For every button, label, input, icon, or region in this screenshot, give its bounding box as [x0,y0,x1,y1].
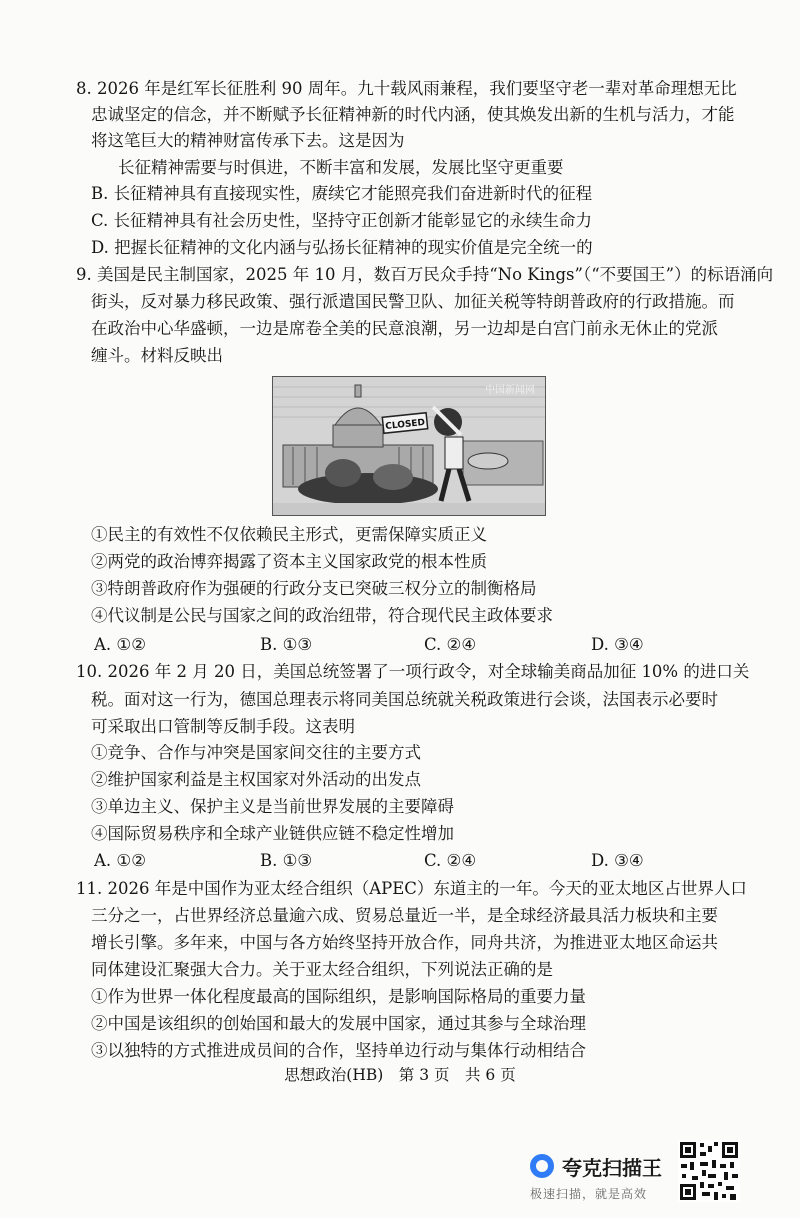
q10-choice-c: C. ②④ [424,851,477,870]
brand-slogan: 极速扫描，就是高效 [530,1187,648,1201]
q9-item-1: ①民主的有效性不仅依赖民主形式，更需保障实质正义 [91,525,487,544]
q10-stem-line-3: 可采取出口管制等反制手段。这表明 [91,717,355,736]
q9-choice-d: D. ③④ [591,635,644,654]
q11-stem-line-1: 11. 2026 年是中国作为亚太经合组织（APEC）东道主的一年。今天的亚太地区占世界人口 [76,879,747,898]
q10-item-2: ②维护国家利益是主权国家对外活动的出发点 [91,770,421,789]
q8-option-d: D. 把握长征精神的文化内涵与弘扬长征精神的现实价值是完全统一的 [91,238,593,257]
q11-stem-line-3: 增长引擎。多年来，中国与各方始终坚持开放合作，同舟共济，为推进亚太地区命运共 [91,933,718,952]
q8-stem-line-3: 将这笔巨大的精神财富传承下去。这是因为 [91,131,405,150]
q11-item-3: ③以独特的方式推进成员间的合作，坚持单边行动与集体行动相结合 [91,1041,586,1060]
q9-stem-line-2: 街头，反对暴力移民政策、强行派遣国民警卫队、加征关税等特朗普政府的行政措施。而 [91,292,735,311]
q10-choice-d: D. ③④ [591,851,644,870]
q8-option-a: 长征精神需要与时俱进，不断丰富和发展，发展比坚守更重要 [118,158,564,177]
q11-item-1: ①作为世界一体化程度最高的国际组织，是影响国际格局的重要力量 [91,987,586,1006]
qr-code-icon [678,1140,740,1202]
q9-cartoon-figure [272,376,546,516]
scanner-brand [530,1148,675,1206]
quark-logo-icon [530,1154,554,1178]
q10-choice-b: B. ①③ [260,851,313,870]
q9-item-3: ③特朗普政府作为强硬的行政分支已突破三权分立的制衡格局 [91,579,537,598]
q8-option-b: B. 长征精神具有直接现实性，赓续它才能照亮我们奋进新时代的征程 [91,184,593,203]
q9-stem-line-4: 缠斗。材料反映出 [91,346,223,365]
cartoon-illustration [273,377,545,515]
q8-stem-line-1: 8. 2026 年是红军长征胜利 90 周年。九十载风雨兼程，我们要坚守老一辈对革命理想无比 [76,79,737,98]
q10-choice-a: A. ①② [94,851,146,870]
q8-stem-line-2: 忠诚坚定的信念，并不断赋予长征精神新的时代内涵，使其焕发出新的生机与活力，才能 [91,105,735,124]
q9-stem-line-3: 在政治中心华盛顿，一边是席卷全美的民意浪潮，另一边却是白宫门前永无休止的党派 [91,319,718,338]
q10-stem-line-2: 税。面对这一行为，德国总理表示将同美国总统就关税政策进行会谈，法国表示必要时 [91,690,718,709]
page-footer: 思想政治(HB) 第 3 页 共 6 页 [284,1066,516,1084]
brand-name: 夸克扫描王 [562,1156,662,1180]
q11-stem-line-2: 三分之一，占世界经济总量逾六成、贸易总量近一半，是全球经济最具活力板块和主要 [91,906,718,925]
q10-stem-line-1: 10. 2026 年 2 月 20 日，美国总统签署了一项行政令，对全球输美商品加征 10% 的进口关 [76,662,750,681]
q8-option-c: C. 长征精神具有社会历史性，坚持守正创新才能彰显它的永续生命力 [91,211,593,230]
q10-item-4: ④国际贸易秩序和全球产业链供应链不稳定性增加 [91,824,454,843]
q11-item-2: ②中国是该组织的创始国和最大的发展中国家，通过其参与全球治理 [91,1014,586,1033]
cartoon-watermark: 中国新闻网 [485,385,535,396]
q9-item-4: ④代议制是公民与国家之间的政治纽带，符合现代民主政体要求 [91,606,553,625]
closed-sign-text: CLOSED [384,417,426,433]
q9-choice-c: C. ②④ [424,635,477,654]
q11-stem-line-4: 同体建设汇聚强大合力。关于亚太经合组织，下列说法正确的是 [91,960,553,979]
q9-stem-line-1: 9. 美国是民主制国家，2025 年 10 月，数百万民众手持“No Kings”（“不要国王”）的标语涌向 [76,265,774,284]
q10-item-3: ③单边主义、保护主义是当前世界发展的主要障碍 [91,797,454,816]
q9-choice-b: B. ①③ [260,635,313,654]
q9-choice-a: A. ①② [94,635,146,654]
q10-item-1: ①竞争、合作与冲突是国家间交往的主要方式 [91,743,421,762]
q9-item-2: ②两党的政治博弈揭露了资本主义国家政党的根本性质 [91,552,487,571]
